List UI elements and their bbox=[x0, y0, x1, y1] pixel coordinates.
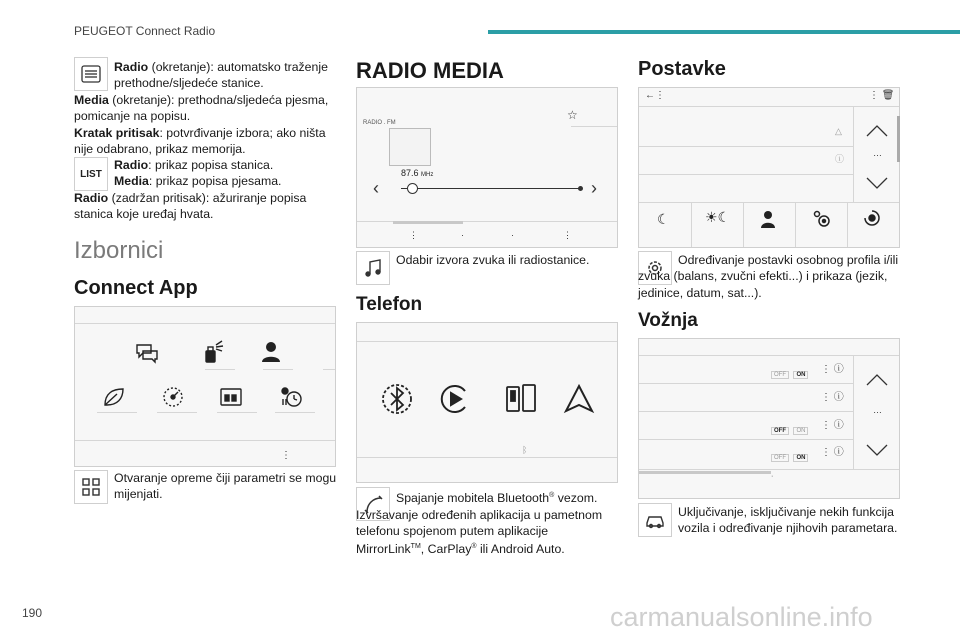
page-dots: … bbox=[873, 148, 882, 158]
favorite-star-icon[interactable]: ☆ bbox=[567, 108, 578, 122]
carplay-icon[interactable] bbox=[437, 381, 473, 417]
postavke-scrollbar[interactable] bbox=[897, 116, 900, 162]
media-dot-2: · bbox=[511, 230, 514, 240]
android-auto-icon[interactable] bbox=[561, 381, 597, 417]
eco-leaf-icon[interactable] bbox=[99, 383, 127, 411]
dial-icon bbox=[74, 57, 108, 91]
apps-grid-icon bbox=[74, 470, 108, 504]
row-3-options[interactable]: ⋮ ⓘ bbox=[821, 420, 844, 431]
station-artwork bbox=[389, 128, 431, 166]
postavke-description: Određivanje postavki osobnog profila i/ili zvuka (balans, zvučni efekti...) i prikaza (jezik, jedinice, datum, sat...). bbox=[638, 253, 899, 300]
row-4-options[interactable]: ⋮ ⓘ bbox=[821, 447, 844, 458]
radio-media-description: Odabir izvora zvuka ili radiostanice. bbox=[396, 253, 590, 267]
warning-icon: △ bbox=[835, 126, 842, 136]
voznja-title: Vožnja bbox=[638, 310, 698, 331]
delete-icon[interactable]: ⋮ 🗑 bbox=[869, 90, 895, 101]
slider-end-dot bbox=[578, 186, 583, 191]
list-press-text: Radio: prikaz popisa stanica. Media: prikaz popisa pjesama. bbox=[114, 158, 282, 189]
list-hold-text: Radio (zadržan pritisak): ažuriranje popisa stanica koje uređaj hvata. bbox=[74, 191, 307, 222]
postavke-title: Postavke bbox=[638, 58, 726, 80]
night-mode-icon[interactable]: ☾ bbox=[657, 211, 670, 227]
profile-user-icon[interactable] bbox=[257, 337, 285, 365]
voznja-description: Uključivanje, isključivanje nekih funkcija vozila i određivanje njihovih parametara. bbox=[678, 505, 898, 536]
system-settings-icon[interactable] bbox=[811, 208, 833, 230]
radio-media-screen bbox=[356, 87, 618, 248]
header-accent-bar bbox=[488, 30, 960, 34]
scroll-down-icon[interactable] bbox=[865, 176, 889, 190]
media-rotate-text: Media (okretanje): prethodna/sljedeća pjesma, pomicanje na popisu. Kratak pritisak: potvrđivanje izbora; ako ništa nije odabrano, prikaz memorija. bbox=[74, 93, 329, 157]
telefon-title: Telefon bbox=[356, 294, 423, 315]
car-icon bbox=[638, 503, 672, 537]
media-more-icon[interactable]: ⋮ bbox=[563, 230, 572, 240]
gauge-icon[interactable] bbox=[159, 383, 187, 411]
telefon-description: Spajanje mobitela Bluetooth® vezom. Izvršavanje određenih aplikacija u pametnom telefonu spojenom putem aplikacije MirrorLink™, CarPlay® ili Android Auto. bbox=[356, 491, 603, 557]
radio-rotate-text: Radio (okretanje): automatsko traženje prethodne/sljedeće stanice. bbox=[114, 60, 328, 91]
language-voice-icon[interactable] bbox=[861, 208, 883, 230]
climate-timer-icon[interactable] bbox=[277, 383, 305, 411]
telefon-screen bbox=[356, 322, 618, 483]
connect-app-screen bbox=[74, 306, 336, 467]
message-app-icon[interactable] bbox=[133, 337, 161, 365]
music-note-icon bbox=[356, 251, 390, 285]
air-freshener-icon[interactable] bbox=[199, 337, 227, 365]
toggle-row-3[interactable]: OFF ON bbox=[771, 419, 808, 437]
media-dot-1: · bbox=[461, 230, 464, 240]
info-icon: ⓘ bbox=[835, 154, 845, 164]
toggle-row-1[interactable]: OFF ON bbox=[771, 363, 808, 381]
postavke-screen bbox=[638, 87, 900, 248]
mirrorlink-icon[interactable] bbox=[503, 381, 539, 417]
running-header: PEUGEOT Connect Radio bbox=[74, 24, 216, 38]
voznja-scroll-down[interactable] bbox=[865, 443, 889, 457]
user-settings-icon[interactable] bbox=[759, 208, 781, 230]
bluetooth-icon[interactable] bbox=[379, 381, 415, 417]
connect-app-description: Otvaranje opreme čiji parametri se mogu mijenjati. bbox=[114, 471, 337, 502]
frequency-slider-handle[interactable] bbox=[407, 183, 418, 194]
frequency-display: 87.6 MHz bbox=[401, 168, 434, 178]
scroll-up-icon[interactable] bbox=[865, 124, 889, 138]
row-2-options[interactable]: ⋮ ⓘ bbox=[821, 392, 844, 403]
radio-media-title: RADIO MEDIA bbox=[356, 58, 504, 83]
frequency-slider-track[interactable] bbox=[401, 188, 581, 189]
voznja-page-dot: · bbox=[771, 473, 774, 480]
section-title-izbornici: Izbornici bbox=[74, 237, 164, 264]
toggle-row-4[interactable]: OFF ON bbox=[771, 446, 808, 464]
media-options-icon[interactable]: ⋮ bbox=[409, 230, 418, 240]
previous-station-button[interactable]: ‹ bbox=[373, 178, 379, 198]
voznja-screen bbox=[638, 338, 900, 499]
day-night-icon[interactable]: ☀☾ bbox=[705, 209, 731, 225]
row-1-options[interactable]: ⋮ ⓘ bbox=[821, 364, 844, 375]
radio-band-label: RADIO . FM bbox=[363, 120, 396, 126]
connect-app-title: Connect App bbox=[74, 277, 198, 299]
next-station-button[interactable]: › bbox=[591, 178, 597, 198]
more-options-icon[interactable]: ⋮ bbox=[281, 450, 291, 461]
back-arrow-icon[interactable]: ←⋮ bbox=[645, 90, 665, 101]
watermark-url: carmanualsonline.info bbox=[610, 602, 873, 632]
dashboard-display-icon[interactable] bbox=[217, 383, 245, 411]
voznja-page-dots: … bbox=[873, 405, 882, 415]
voznja-scroll-up[interactable] bbox=[865, 373, 889, 387]
bluetooth-status-icon: ᛒ bbox=[522, 445, 528, 455]
list-button-icon: LIST bbox=[74, 157, 108, 191]
voznja-page-indicator bbox=[639, 471, 771, 474]
page-number: 190 bbox=[22, 606, 43, 620]
